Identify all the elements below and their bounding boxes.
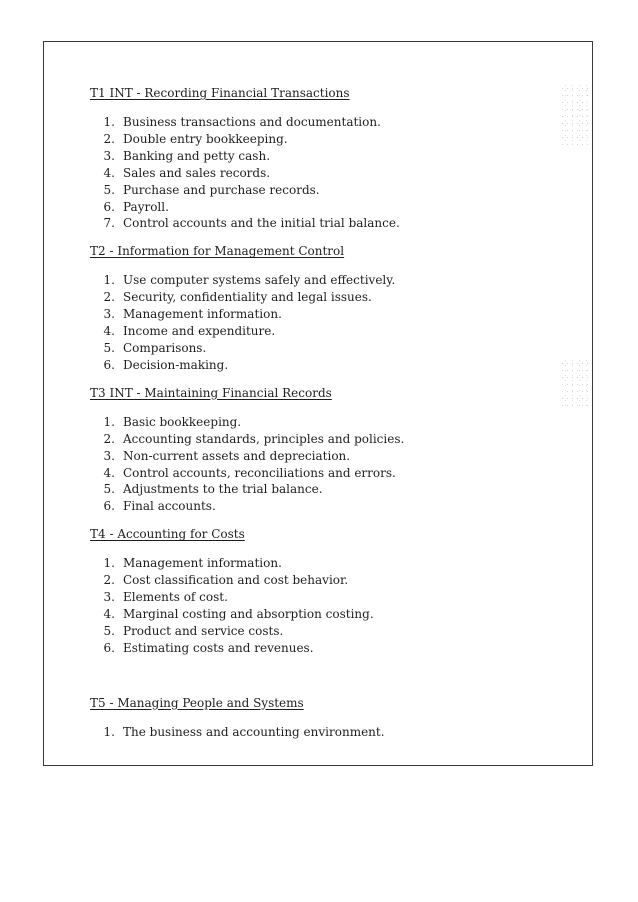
item-number: 3. xyxy=(103,448,115,463)
item-number: 2. xyxy=(103,290,115,305)
section-t5 xyxy=(90,695,570,741)
item-number: 3. xyxy=(103,148,115,163)
item-text: Income and expenditure. xyxy=(123,324,276,339)
list-item xyxy=(90,131,570,148)
list-item xyxy=(90,414,570,431)
item-text: Business transactions and documentation. xyxy=(123,115,381,129)
item-text: Management information. xyxy=(123,556,282,571)
list-item xyxy=(90,498,570,515)
section-list xyxy=(90,272,570,373)
item-number: 7. xyxy=(103,216,115,231)
item-number: 6. xyxy=(103,357,115,372)
item-text: Purchase and purchase records. xyxy=(123,182,320,197)
list-item xyxy=(90,215,570,232)
item-number: 1. xyxy=(103,556,115,571)
item-text: Control accounts, reconciliations and errors. xyxy=(123,465,396,480)
item-number: 5. xyxy=(103,623,115,638)
list-item xyxy=(90,340,570,357)
item-number: 2. xyxy=(103,431,115,446)
item-text: Cost classification and cost behavior. xyxy=(123,573,349,588)
item-number: 2. xyxy=(103,131,115,146)
section-t3 xyxy=(90,385,570,515)
item-number: 6. xyxy=(103,199,115,214)
item-text: Security, confidentiality and legal issues. xyxy=(123,290,372,305)
item-text: Payroll. xyxy=(123,199,169,214)
item-number: 4. xyxy=(103,465,115,480)
section-t2 xyxy=(90,243,570,373)
list-item xyxy=(90,555,570,572)
item-number: 1. xyxy=(103,273,115,288)
item-number: 1. xyxy=(103,115,115,129)
item-number: 5. xyxy=(103,182,115,197)
item-text: Marginal costing and absorption costing. xyxy=(123,606,374,621)
item-number: 6. xyxy=(103,499,115,514)
list-item xyxy=(90,182,570,199)
item-number: 2. xyxy=(103,573,115,588)
list-item xyxy=(90,640,570,657)
document-content xyxy=(90,85,570,741)
item-number: 1. xyxy=(103,724,115,739)
item-number: 4. xyxy=(103,165,115,180)
list-item xyxy=(90,724,570,741)
item-text: Decision-making. xyxy=(123,357,229,372)
item-text: Basic bookkeeping. xyxy=(123,414,242,429)
item-number: 3. xyxy=(103,590,115,605)
item-text: The business and accounting environment. xyxy=(123,724,385,739)
item-text: Comparisons. xyxy=(123,340,207,355)
list-item xyxy=(90,448,570,465)
list-item xyxy=(90,465,570,482)
section-t4 xyxy=(90,526,570,656)
list-item xyxy=(90,165,570,182)
list-item xyxy=(90,606,570,623)
list-item xyxy=(90,323,570,340)
item-text: Banking and petty cash. xyxy=(123,148,271,163)
section-title: T2 - Information for Management Control xyxy=(90,244,345,259)
section-list xyxy=(90,555,570,656)
section-t1 xyxy=(90,85,570,232)
section-title: T3 INT - Maintaining Financial Records xyxy=(90,385,332,400)
item-text: Adjustments to the trial balance. xyxy=(123,482,323,497)
section-list xyxy=(90,414,570,515)
list-item xyxy=(90,199,570,216)
item-text: Use computer systems safely and effectively. xyxy=(123,273,396,288)
section-title: T1 INT - Recording Financial Transactions xyxy=(90,86,350,100)
list-item xyxy=(90,481,570,498)
list-item xyxy=(90,289,570,306)
list-item xyxy=(90,272,570,289)
item-number: 4. xyxy=(103,324,115,339)
list-item xyxy=(90,114,570,131)
list-item xyxy=(90,572,570,589)
list-item xyxy=(90,306,570,323)
item-number: 5. xyxy=(103,482,115,497)
item-number: 3. xyxy=(103,307,115,322)
item-text: Non-current assets and depreciation. xyxy=(123,448,351,463)
item-text: Estimating costs and revenues. xyxy=(123,640,314,655)
list-item xyxy=(90,589,570,606)
item-number: 4. xyxy=(103,606,115,621)
item-text: Sales and sales records. xyxy=(123,165,271,180)
item-text: Product and service costs. xyxy=(123,623,284,638)
list-item xyxy=(90,357,570,374)
item-number: 5. xyxy=(103,340,115,355)
list-item xyxy=(90,148,570,165)
list-item xyxy=(90,431,570,448)
section-list xyxy=(90,114,570,232)
item-text: Control accounts and the initial trial balance. xyxy=(123,216,400,231)
item-text: Management information. xyxy=(123,307,282,322)
section-title: T5 - Managing People and Systems xyxy=(90,695,304,710)
list-item xyxy=(90,623,570,640)
item-text: Accounting standards, principles and policies. xyxy=(123,431,405,446)
item-number: 6. xyxy=(103,640,115,655)
section-title: T4 - Accounting for Costs xyxy=(90,527,245,542)
item-text: Final accounts. xyxy=(123,499,216,514)
item-text: Double entry bookkeeping. xyxy=(123,131,288,146)
section-list xyxy=(90,724,570,741)
item-text: Elements of cost. xyxy=(123,590,228,605)
item-number: 1. xyxy=(103,414,115,429)
